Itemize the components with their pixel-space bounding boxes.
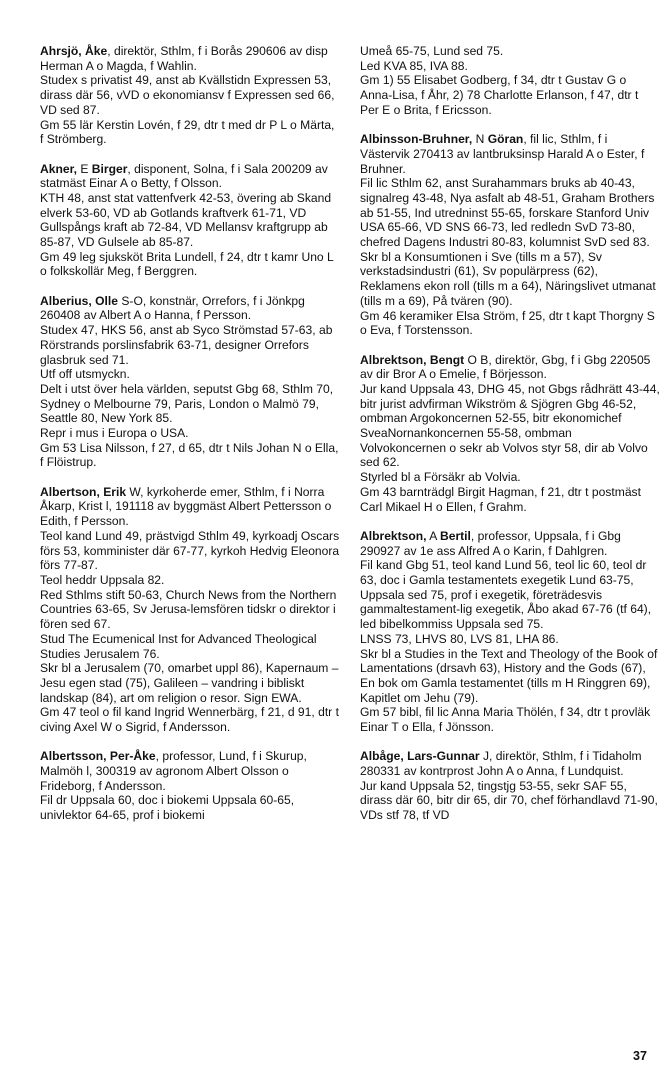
- entry-given: ,: [127, 161, 131, 176]
- entry-given: ,: [107, 44, 111, 58]
- entry-body: direktör, Gbg, f i Gbg 220505 av dir Bror A o Emelie, f Börjesson. Jur kand Uppsala 43, DHG 45, not Gbgs rådhrätt 43-44, bitr jurist advfirman Wikström & Sjögren Gbg 46-52, ombman Argokoncernen 52-55, bitr ekonomichef SveaNornankoncernen 55-58, ombman Volvokoncernen o sekr ab Volvos styr 58, dir ab Volvo sed 62. Styrled bl a Försäkr ab Volvia. Gm 43 barnträdgl Birgit Hagman, f 21, dtr t postmäst Carl Mikael H o Ellen, f Grahm.: [360, 352, 660, 514]
- entry-text: [360, 749, 660, 823]
- entry-body: konstnär, Orrefors, f i Jönkpg 260408 av Albert A o Hanna, f Persson. Studex 47, HKS 56, anst ab Syco Strömstad 57-63, ab Rörstrands porslinsfabrik 63-71, designer Orrefors glasbruk sed 71. Utf off utsmyckn. Delt i utst över hela världen, seputst Gbg 68, Sthlm 70, Sydney o Melbourne 79, Paris, London o Malmö 79, Seattle 80, New York 85. Repr i mus i Europa o USA. Gm 53 Lisa Nilsson, f 27, d 65, dtr t Nils Johan N o Ella, f Flöistrup.: [40, 293, 339, 470]
- entry: [40, 162, 340, 280]
- entry-continued: [360, 44, 660, 118]
- entry: [360, 529, 660, 735]
- entry-given: N: [472, 132, 488, 147]
- entry-surname: Albrektson,: [360, 528, 427, 543]
- entry-surname: Akner,: [40, 161, 77, 176]
- entry-body: direktör, Sthlm, f i Borås 290606 av disp Herman A o Magda, f Wahlin. Studex s privatist 49, anst ab Kvällstidn Expressen 53, dirass där 56, vVD o ekonomiansv f Expressen sed 66, VD sed 87. Gm 55 lär Kerstin Lovén, f 29, dtr t med dr P L o Märta, f Strömberg.: [40, 44, 335, 147]
- page-number: 37: [633, 1049, 647, 1063]
- entry: [360, 749, 660, 823]
- entry-body: direktör, Sthlm, f i Tidaholm 280331 av kontrprost John A o Anna, f Lundquist. Jur kand Uppsala 52, tingstjg 53-55, sekr SAF 55, dirass där 60, bitr dir 65, dir 70, chef förhandlavd 71-90, VDs stf 78, tf VD: [360, 749, 658, 823]
- entry-surname: Albertsson,: [40, 749, 107, 764]
- entry-callname: Erik: [103, 484, 127, 499]
- entry-text: [360, 529, 660, 735]
- entry: [360, 132, 660, 338]
- entry-given: ,: [155, 749, 159, 764]
- entry: [360, 353, 660, 515]
- entry-callname: Olle: [95, 293, 118, 308]
- entry-given: E: [76, 161, 92, 176]
- entry-body: fil lic, Sthlm, f i Västervik 270413 av lantbruksinsp Harald A o Ester, f Bruhner. Fil lic Sthlm 62, anst Surahammars bruks ab 40-43, signalreg 43-48, Nya asfalt ab 48-51, Graham Brothers ab 51-55, Ind utredninst 55-65, forskare Stanford Univ USA 65-66, VD SNS 66-73, led redledn SvD 73-80, chefred Dagens Industri 80-83, kolumnist SvD sed 83. Skr bl a Konsumtionen i Sve (tills m a 57), Sv verkstadsindustri (61), Sv populärpress (62), Reklamens ekon roll (tills m a 64), Näringslivet utmanat (tills m a 69), På tvären (90). Gm 46 keramiker Elsa Ström, f 25, dtr t kapt Thorgny S o Eva, f Torstensson.: [360, 132, 656, 338]
- entry-surname: Ahrsjö,: [40, 44, 82, 58]
- entry-body: disponent, Solna, f i Sala 200209 av statmäst Einar A o Betty, f Olsson. KTH 48, anst stat vattenfverk 42-53, övering ab Skand elverk 53-60, VD ab Gotlands kraftverk 61-71, VD Gullspångs kraft ab 72-84, VD Mellansv kraftgrupp ab 85-87, VD Gulsele ab 85-87. Gm 49 leg sjuksköt Brita Lundell, f 24, dtr t kamr Uno L o folkskollär Meg, f Berggren.: [40, 161, 334, 279]
- entry-given: ,: [523, 132, 527, 147]
- entry-given: O B,: [464, 352, 492, 367]
- entry-given: ,: [470, 528, 475, 543]
- entry-given: S-O,: [117, 293, 147, 308]
- entry-surname: Albertson,: [40, 484, 100, 499]
- entry-surname: Albinsson-Bruhner,: [360, 132, 473, 147]
- right-column: [360, 44, 660, 837]
- entry: [40, 485, 340, 735]
- entry-callname: Göran: [487, 132, 524, 147]
- entry-text: [360, 132, 660, 338]
- entry-surname: Alberius,: [40, 293, 92, 308]
- entry: [40, 749, 340, 823]
- entry-callname: Åke: [85, 44, 108, 58]
- entry-text: [360, 353, 660, 515]
- entry-callname: Birger: [91, 161, 128, 176]
- entry-given: A: [426, 528, 440, 543]
- left-column: [40, 44, 340, 837]
- entry-surname: Albrektson,: [360, 352, 427, 367]
- entry: [40, 44, 340, 147]
- entry-given: J,: [479, 749, 493, 764]
- entry-surname: Albåge,: [360, 749, 404, 764]
- entry-text: [360, 44, 660, 118]
- entry-text: [40, 162, 340, 280]
- entry-callname: Per-Åke: [109, 749, 156, 764]
- entry-body: professor, Lund, f i Skurup, Malmöh l, 300319 av agronom Albert Olsson o Frideborg, f Andersson. Fil dr Uppsala 60, doc i biokemi Uppsala 60-65, univlektor 64-65, prof i biokemi: [40, 749, 307, 823]
- entry-body: professor, Uppsala, f i Gbg 290927 av 1e ass Alfred A o Karin, f Dahlgren. Fil kand Gbg 51, teol kand Lund 56, teol lic 60, teol dr 63, doc i Gamla testamentets exegetik Lund 63-75, Uppsala sed 75, prof i exegetik, företrädesvis gammaltestament-lig exegetik, Åbo akad 67-76 (tf 64), led bibelkommiss Uppsala sed 75. LNSS 73, LHVS 80, LVS 81, LHA 86. Skr bl a Studies in the Text and Theology of the Book of Lamentations (drsavh 63), History and the Gods (67), En bok om Gamla testamentet (tills m H Ringgren 69), Kapitlet om Jehu (79). Gm 57 bibl, fil lic Anna Maria Thölén, f 34, dtr t provläk Einar T o Ella, f Jönsson.: [360, 528, 658, 735]
- entry: [40, 294, 340, 470]
- entry-callname: Bertil: [439, 528, 471, 543]
- entry-given: W,: [126, 484, 144, 499]
- entry-text: [40, 749, 340, 823]
- entry-text: [40, 294, 340, 470]
- entry-text: [40, 44, 340, 147]
- entry-callname: Bengt: [429, 352, 465, 367]
- entry-text: [40, 485, 340, 735]
- entry-callname: Lars-Gunnar: [407, 749, 480, 764]
- entry-body: Umeå 65-75, Lund sed 75. Led KVA 85, IVA 88. Gm 1) 55 Elisabet Godberg, f 34, dtr t Gustav G o Anna-Lisa, f Åhr, 2) 78 Charlotte Erlanson, f 47, dtr t Per E o Brita, f Ericsson.: [360, 44, 639, 117]
- entry-body: kyrkoherde emer, Sthlm, f i Norra Åkarp, Krist l, 191118 av byggmäst Albert Pettersson o Edith, f Persson. Teol kand Lund 49, prästvigd Sthlm 49, kyrkoadj Oscars förs 53, komminister där 67-77, kyrkoh Hedvig Eleonora förs 77-87. Teol heddr Uppsala 82. Red Sthlms stift 50-63, Church News from the Northern Countries 63-65, Sv Jerusa-lemsfören tidskr o direktor i fören sed 67. Stud The Ecumenical Inst for Advanced Theological Studies Jerusalem 76. Skr bl a Jerusalem (70, omarbet uppl 86), Kapernaum – Jesu egen stad (75), Galileen – vandring i bibliskt landskap (84), art om religion o resor. Sign EWA. Gm 47 teol o fil kand Ingrid Wennerbärg, f 21, d 91, dtr t civing Axel W o Sigrid, f Andersson.: [40, 484, 340, 735]
